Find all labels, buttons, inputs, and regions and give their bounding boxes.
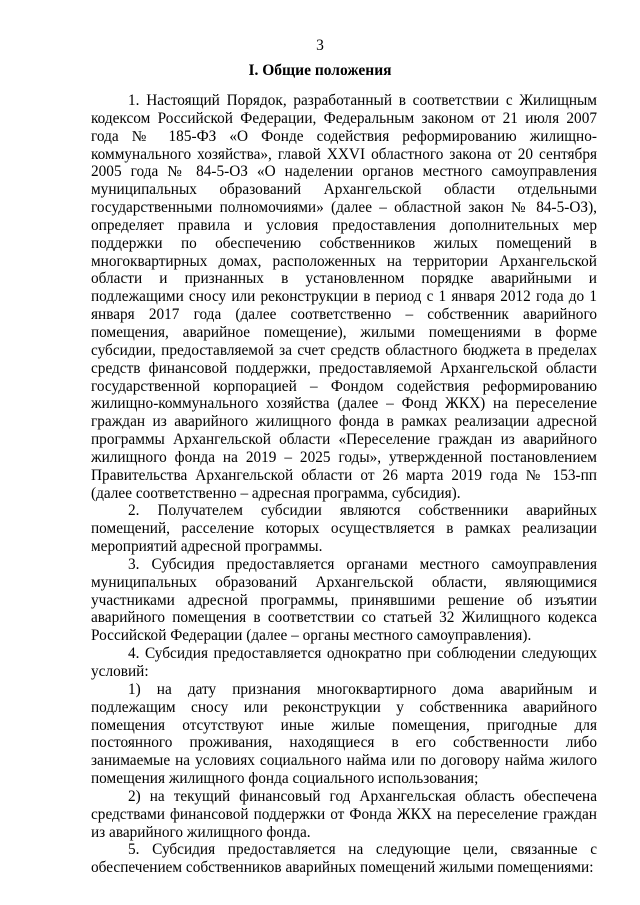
paragraph-4-item-1: 1) на дату признания многоквартирного дома аварийным и подлежащим сносу или реконструкции у собственника аварийного помещения отсутствуют иные жилые помещения, пригодные для постоянного проживания, находящиеся в его собственности либо занимаемые на условиях социального найма или по договору найма жилого помещения жилищного фонда социального использования; xyxy=(91,680,597,788)
paragraph-2: 2. Получателем субсидии являются собственники аварийных помещений, расселение которых осуществляется в рамках реализации мероприятий адресной программы. xyxy=(91,502,597,556)
document-body xyxy=(91,92,597,877)
paragraph-4: 4. Субсидия предоставляется однократно при соблюдении следующих условий: xyxy=(91,645,597,680)
paragraph-1: 1. Настоящий Порядок, разработанный в соответствии с Жилищным кодексом Российской Федерации, Федеральным законом от 21 июля 2007 года № 185-ФЗ «О Фонде содействия реформированию жилищно-коммунального хозяйства», главой XXVI областного закона от 20 сентября 2005 года № 84-5-ОЗ «О наделении органов местного самоуправления муниципальных образований Архангельской области отдельными государственными полномочиями» (далее – областной закон № 84-5-ОЗ), определяет правила и условия предоставления дополнительных мер поддержки по обеспечению собственников жилых помещений в многоквартирных домах, расположенных на территории Архангельской области и признанных в установленном порядке аварийными и подлежащими сносу или реконструкции в период с 1 января 2012 года до 1 января 2017 года (далее соответственно – собственник аварийного помещения, аварийное помещение), жилыми помещениями в форме субсидии, предоставляемой за счет средств областного бюджета в пределах средств финансовой поддержки, предоставляемой Архангельской области государственной корпорацией – Фондом содействия реформированию жилищно-коммунального хозяйства (далее – Фонд ЖКХ) на переселение граждан из аварийного жилищного фонда в рамках реализации адресной программы Архангельской области «Переселение граждан из аварийного жилищного фонда на 2019 – 2025 годы», утвержденной постановлением Правительства Архангельской области от 26 марта 2019 года № 153-пп (далее соответственно – адресная программа, субсидия). xyxy=(91,92,597,502)
page-number: 3 xyxy=(316,37,324,54)
section-heading: I. Общие положения xyxy=(248,62,392,79)
paragraph-4-item-2: 2) на текущий финансовый год Архангельская область обеспечена средствами финансовой поддержки от Фонда ЖКХ на переселение граждан из аварийного жилищного фонда. xyxy=(91,787,597,841)
paragraph-3: 3. Субсидия предоставляется органами местного самоуправления муниципальных образований Архангельской области, являющимися участниками адресной программы, принявшими решение об изъятии аварийного помещения в соответствии со статьей 32 Жилищного кодекса Российской Федерации (далее – органы местного самоуправления). xyxy=(91,555,597,645)
paragraph-5: 5. Субсидия предоставляется на следующие цели, связанные с обеспечением собственников аварийных помещений жилыми помещениями: xyxy=(91,841,597,877)
